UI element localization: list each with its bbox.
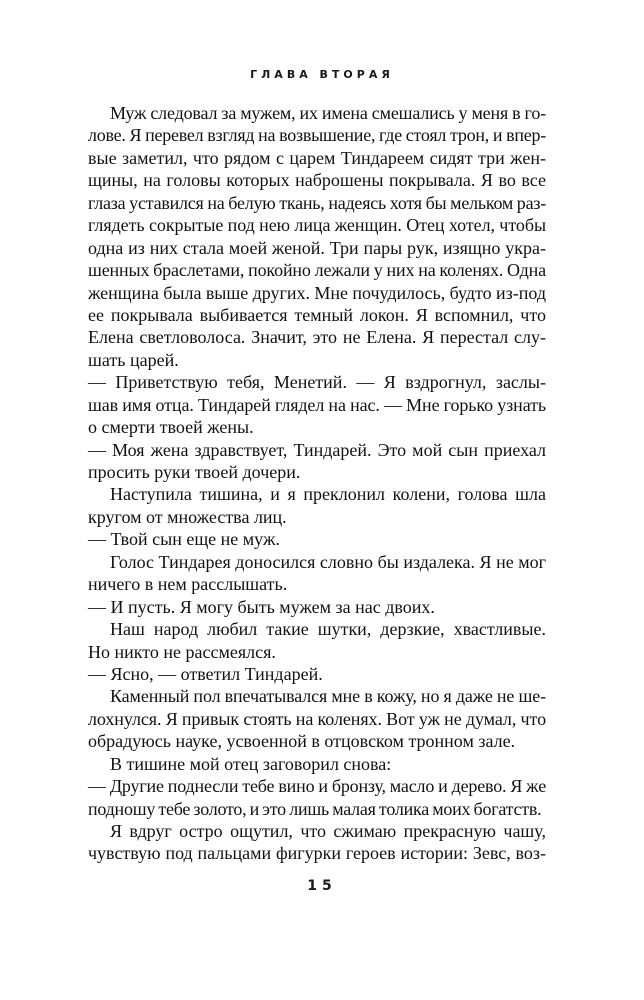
text-line: вые заметил, что рядом с царем Тиндареем сидят три жен- [88,147,546,168]
text-line: Голос Тиндарея доносился словно бы издалека. Я не мог [110,551,546,572]
text-line: женщина была выше других. Мне почудилось, будто из-под [88,282,546,303]
text-line: шенных браслетами, покойно лежали у них на коленях. Одна [88,260,546,281]
text-line: — Твой сын еще не муж. [88,529,280,550]
text-line: Но никто не рассмеялся. [88,641,276,662]
text-line: просить руки твоей дочери. [88,462,301,482]
page-number: 15 [307,878,337,894]
text-line: шать царей. [88,349,179,370]
text-line: лохнулся. Я привык стоять на коленях. Вот уж не думал, что [88,708,546,729]
text-line: Елена светловолоса. Значит, это не Елена. Я перестал слу- [88,327,546,348]
body-text [88,102,546,865]
text-line: глаза уставился на белую ткань, надеясь хотя бы мельком раз- [88,192,546,213]
text-line: обрадуюсь науке, усвоенной в отцовском тронном зале. [88,731,516,752]
text-line: ее покрывала выбивается темный локон. Я вспомнил, что [88,304,546,325]
text-line: Наступила тишина, и я преклонил колени, голова шла [110,484,546,505]
chapter-header: ГЛАВА ВТОРАЯ [250,68,394,81]
text-line: чувствую под пальцами фигурки героев истории: Зевс, воз- [88,843,546,864]
text-line: шав имя отца. Тиндарей глядел на нас. — Мне горько узнать [88,394,546,415]
text-line: лове. Я перевел взгляд на возвышение, где стоял трон, и впер- [88,125,546,146]
text-line: — Другие поднесли тебе вино и бронзу, масло и дерево. Я же [88,776,546,797]
text-line: Муж следовал за мужем, их имена смешались у меня в го- [110,103,546,123]
text-line: — Приветствую тебя, Менетий. — Я вздрогнул, заслы- [88,372,546,393]
text-line: ничего в нем расслышать. [88,574,288,595]
text-line: кругом от множества лиц. [88,506,287,527]
text-line: глядеть сокрытые под нею лица женщин. Отец хотел, чтобы [88,215,546,236]
text-line: Я вдруг остро ощутил, что сжимаю прекрасную чашу, [110,821,546,841]
text-line: — И пусть. Я могу быть мужем за нас двоих. [88,596,435,617]
text-line: В тишине мой отец заговорил снова: [110,753,392,774]
text-line: — Ясно, — ответил Тиндарей. [88,663,323,684]
text-line: щины, на головы которых наброшены покрывала. Я во все [88,170,546,191]
text-line: Наш народ любил такие шутки, дерзкие, хвастливые. [110,619,546,640]
text-line: Каменный пол впечатывался мне в кожу, но я даже не ше- [110,686,546,707]
text-line: — Моя жена здравствует, Тиндарей. Это мой сын приехал [88,439,546,460]
text-line: подношу тебе золото, и это лишь малая толика моих богатств. [88,798,542,819]
text-line: одна из них стала моей женой. Три пары рук, изящно укра- [88,237,546,258]
text-line: о смерти твоей жены. [88,417,254,438]
